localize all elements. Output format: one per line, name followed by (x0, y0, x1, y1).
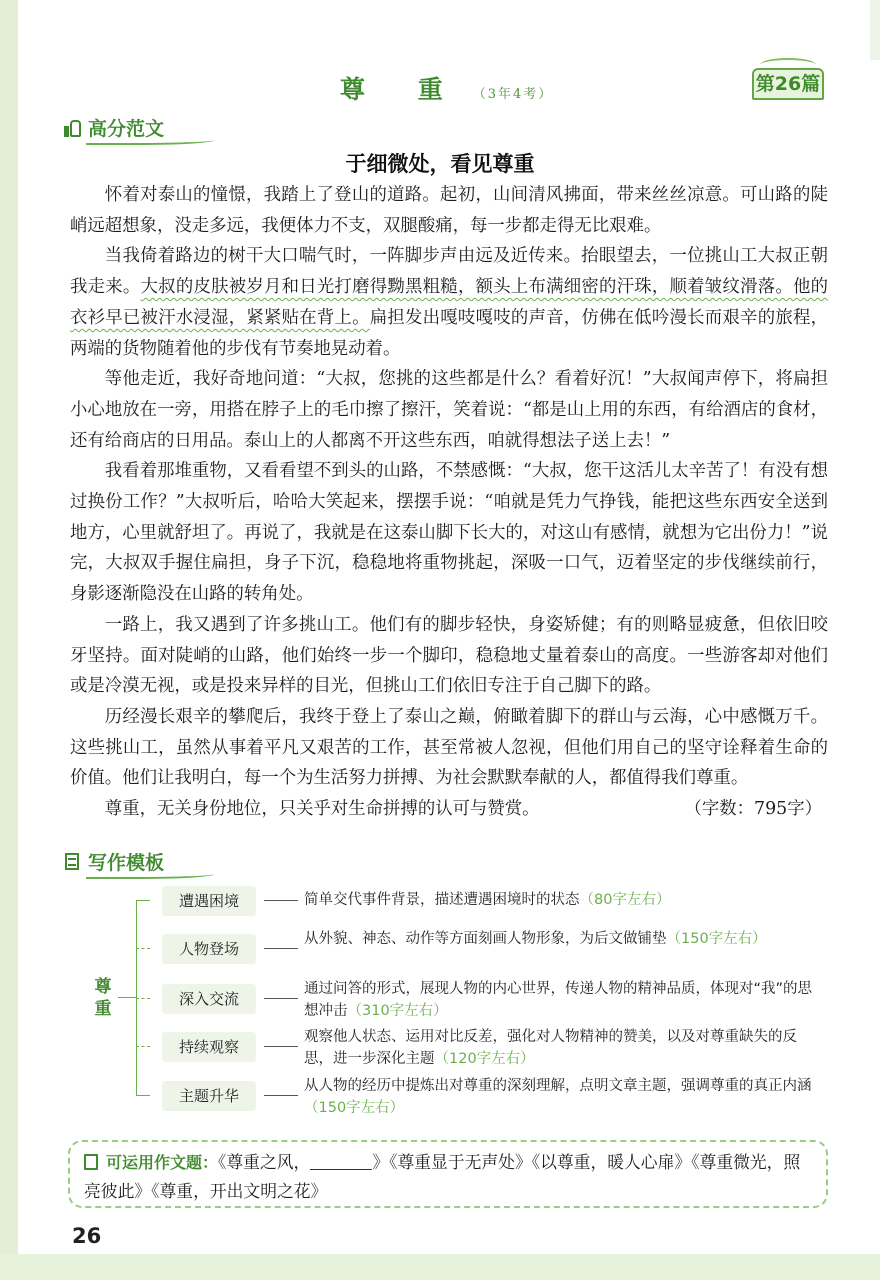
essay-paragraph: 怀着对泰山的憧憬，我踏上了登山的道路。起初，山间清风拂面，带来丝丝凉意。可山路的陡峭远超想象，没走多远，我便体力不支，双腿酸痛，每一步都走得无比艰难。 (70, 185, 828, 236)
titles-lead: 可运用作文题： (106, 1153, 219, 1172)
exam-frequency: （3年4考） (472, 87, 554, 102)
step-description (304, 1026, 824, 1070)
topic-title: 尊 重 (340, 75, 465, 104)
essay-paragraph: 等他走近，我好奇地问道：“大叔，您挑的这些都是什么？看着好沉！”大叔闻声停下，将扁担小心地放在一旁，用搭在脖子上的毛巾擦了擦汗，笑着说：“都是山上用的东西，有给酒店的食材，还有给商店的日用品。泰山上的人都离不开这些东西，咱就得想法子送上去！” (70, 369, 828, 451)
step-description (304, 978, 824, 1022)
essay-body (70, 180, 828, 825)
desc-text: 从人物的经历中提炼出对尊重的深刻理解，点明文章主题，强调尊重的真正内涵 (304, 1078, 812, 1094)
step-label: 主题升华 (162, 1081, 256, 1111)
fill-in-blank (310, 1153, 372, 1170)
notebook-icon (84, 1154, 98, 1170)
essay-number-badge: 第26篇 (752, 68, 824, 100)
page-margin-strip (0, 0, 18, 1280)
essay-conclusion (70, 794, 828, 825)
document-icon (64, 852, 82, 872)
title-text: 《尊重之风， (218, 1152, 311, 1172)
page-bottom-strip (0, 1254, 880, 1280)
essay-title: 于细微处，看见尊重 (345, 152, 535, 176)
step-label: 人物登场 (162, 934, 256, 964)
step-description (304, 889, 824, 911)
section-writing-template (64, 848, 164, 875)
root-char: 尊 (94, 977, 112, 997)
essay-paragraph: 一路上，我又遇到了许多挑山工。他们有的脚步轻快，身姿矫健；有的则略显疲惫，但依旧咬牙坚持。面对陡峭的山路，他们始终一步一个脚印，稳稳地丈量着泰山的高度。一些游客却对他们或是冷漠无视，或是投来异样的目光，但挑山工们依旧专注于自己脚下的路。 (70, 614, 828, 697)
usable-titles-box (68, 1140, 828, 1208)
essay-paragraph: 我看着那堆重物，又看看望不到头的山路，不禁感慨：“大叔，您干这活儿太辛苦了！有没有想过换份工作？”大叔听后，哈哈大笑起来，摆摆手说：“咱就是凭力气挣钱，能把这些东西安全送到地方，心里就舒坦了。再说了，我就是在这泰山脚下长大的，对这山有感情，就想为它出份力！”说完，大叔双手握住扁担，身子下沉，稳稳地将重物挑起，深吸一口气，迈着坚定的步伐继续前行，身影逐渐隐没在山路的转角处。 (70, 461, 828, 605)
page-title (340, 70, 553, 104)
section-high-score-essay (64, 114, 164, 141)
writing-template-diagram (70, 880, 840, 1130)
step-label: 持续观察 (162, 1032, 256, 1062)
bracket-connector (118, 997, 136, 998)
row-tick (136, 900, 150, 901)
row-connector (264, 1046, 298, 1047)
row-tick (136, 1095, 150, 1096)
step-description (304, 928, 824, 950)
step-label: 遭遇困境 (162, 886, 256, 916)
essay-text: 当我倚着路边的树干大口喘气时，一阵脚步声由远及近传来。抬眼望去，一位挑山工大叔正朝我走来。 (70, 246, 828, 298)
row-tick (136, 1046, 150, 1047)
row-connector (264, 900, 298, 901)
word-target: （310字左右） (347, 1003, 448, 1019)
row-connector (264, 998, 298, 999)
section-underline (86, 137, 214, 145)
row-connector (264, 1095, 298, 1096)
step-description (304, 1075, 824, 1119)
row-tick (136, 948, 150, 949)
word-target: （80字左右） (579, 892, 671, 908)
page-number: 26 (72, 1224, 102, 1248)
word-count: （字数：795字） (684, 799, 822, 820)
essay-paragraph: 尊重，无关身份地位，只关乎对生命拼搏的认可与赞赏。 (104, 799, 540, 820)
desc-text: 从外貌、神态、动作等方面刻画人物形象，为后文做铺垫 (304, 931, 667, 947)
page-corner-strip (870, 0, 880, 60)
section-label-text: 高分范文 (88, 118, 165, 140)
section-label-text: 写作模板 (88, 852, 165, 874)
word-target: （150字左右） (666, 931, 767, 947)
root-char: 重 (94, 999, 112, 1019)
thumbs-up-icon (64, 118, 82, 138)
word-target: （150字左右） (304, 1100, 405, 1116)
essay-text: 扁担发出嘎吱嘎吱的声音，仿佛在低吟漫长而艰辛的旅程，两端的货物随着他的步伐有节奏地晃动着。 (70, 307, 828, 359)
row-tick (136, 998, 150, 999)
desc-text: 通过问答的形式，展现人物的内心世界，传递人物的精神品质，体现对“我”的思想冲击 (304, 981, 813, 1019)
essay-paragraph: 历经漫长艰辛的攀爬后，我终于登上了泰山之巅，俯瞰着脚下的群山与云海，心中感慨万千。这些挑山工，虽然从事着平凡又艰苦的工作，甚至常被人忽视，但他们用自己的坚守诠释着生命的价值。他们让我明白，每一个为生活努力拼搏、为社会默默奉献的人，都值得我们尊重。 (70, 706, 828, 789)
desc-text: 观察他人状态、运用对比反差，强化对人物精神的赞美，以及对尊重缺失的反思，进一步深化主题 (304, 1029, 797, 1067)
word-target: （120字左右） (434, 1051, 535, 1067)
highlighted-text: 大叔的皮肤被岁月和日光打磨得黝黑粗糙，额头上布满细密的汗珠，顺着皱纹滑落。他的衣衫早已被汗水浸湿，紧紧贴在背上。 (70, 277, 828, 328)
section-underline (86, 871, 214, 879)
step-label: 深入交流 (162, 984, 256, 1014)
essay-paragraph (70, 241, 828, 364)
template-root (88, 976, 118, 1020)
row-connector (264, 948, 298, 949)
title-text: 》《尊重显于无声处》《以尊重，暖人心扉》《尊重微光，照亮彼此》《尊重，开出文明之花》 (84, 1152, 801, 1201)
desc-text: 简单交代事件背景，描述遭遇困境时的状态 (304, 892, 580, 908)
